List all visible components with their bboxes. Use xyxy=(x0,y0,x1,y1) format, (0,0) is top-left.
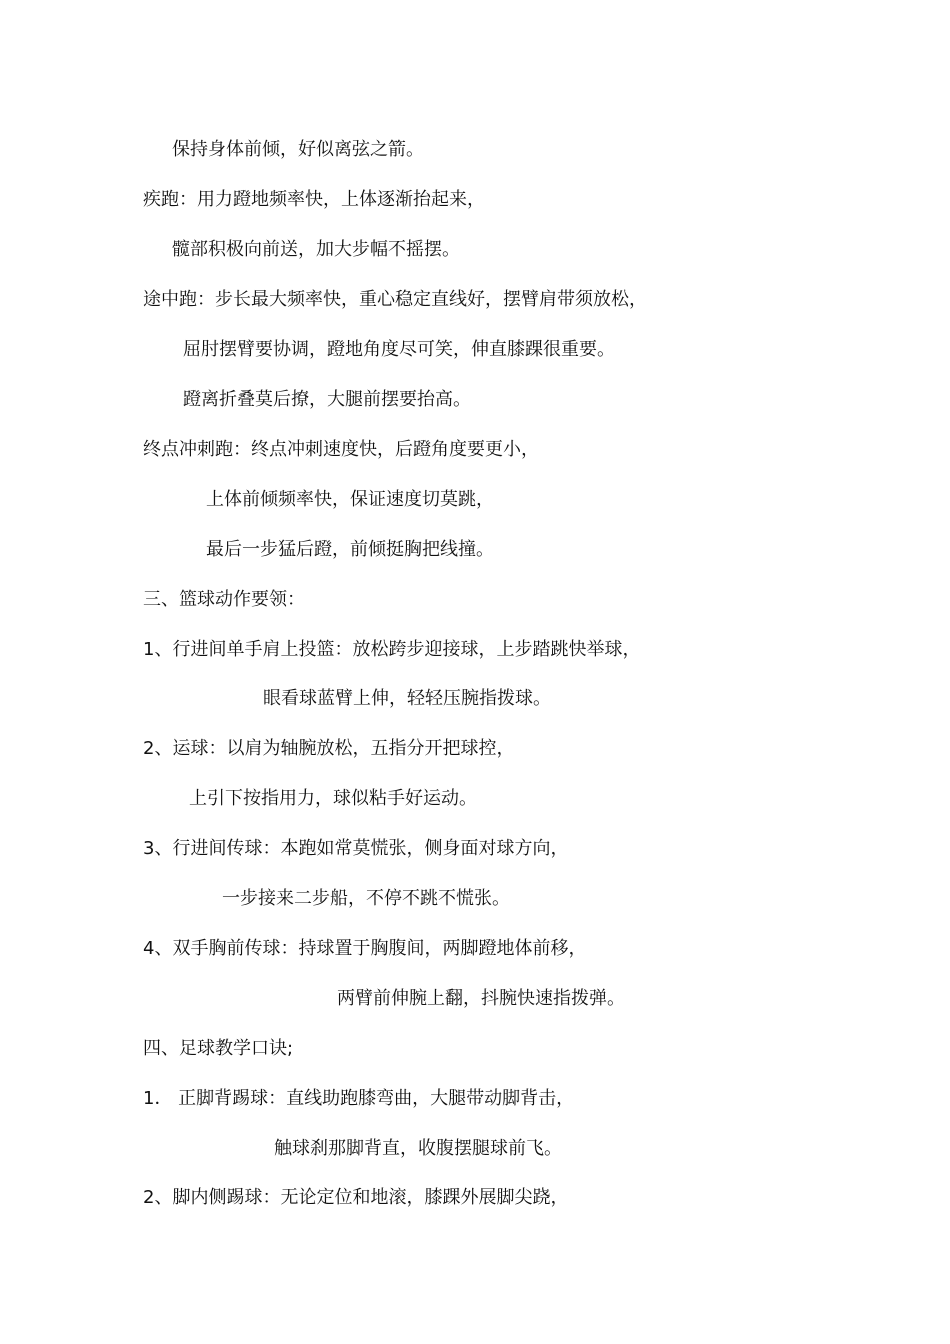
text-line: 疾跑：用力蹬地频率快，上体逐渐抬起来， xyxy=(143,189,485,210)
text-line: 2、脚内侧踢球：无论定位和地滚，膝踝外展脚尖跷， xyxy=(143,1187,569,1208)
text-line: 3、行进间传球：本跑如常莫慌张，侧身面对球方向， xyxy=(143,838,569,859)
text-line: 1． 正脚背踢球：直线助跑膝弯曲，大腿带动脚背击， xyxy=(143,1088,575,1109)
text-line: 上引下按指用力，球似粘手好运动。 xyxy=(189,788,477,809)
text-line: 2、运球：以肩为轴腕放松，五指分开把球控， xyxy=(143,738,515,759)
section-heading: 四、足球教学口诀; xyxy=(143,1038,294,1059)
text-line: 1、行进间单手肩上投篮：放松跨步迎接球，上步踏跳快举球， xyxy=(143,639,641,660)
text-line: 最后一步猛后蹬，前倾挺胸把线撞。 xyxy=(206,539,494,560)
text-line: 途中跑：步长最大频率快，重心稳定直线好，摆臂肩带须放松， xyxy=(143,289,647,310)
text-line: 蹬离折叠莫后撩，大腿前摆要抬高。 xyxy=(183,389,471,410)
text-line: 两臂前伸腕上翻，抖腕快速指拨弹。 xyxy=(337,988,625,1009)
text-line: 触球刹那脚背直，收腹摆腿球前飞。 xyxy=(274,1138,562,1159)
text-line: 终点冲刺跑：终点冲刺速度快，后蹬角度要更小， xyxy=(143,439,539,460)
text-line: 4、双手胸前传球：持球置于胸腹间，两脚蹬地体前移， xyxy=(143,938,587,959)
text-line: 屈肘摆臂要协调，蹬地角度尽可笑，伸直膝踝很重要。 xyxy=(183,339,615,360)
section-heading: 三、篮球动作要领： xyxy=(143,589,305,610)
text-line: 保持身体前倾，好似离弦之箭。 xyxy=(172,139,424,160)
text-line: 上体前倾频率快，保证速度切莫跳， xyxy=(206,489,494,510)
text-line: 眼看球蓝臂上伸，轻轻压腕指拨球。 xyxy=(263,688,551,709)
text-line: 髋部积极向前送，加大步幅不摇摆。 xyxy=(172,239,460,260)
text-line: 一步接来二步船，不停不跳不慌张。 xyxy=(222,888,510,909)
